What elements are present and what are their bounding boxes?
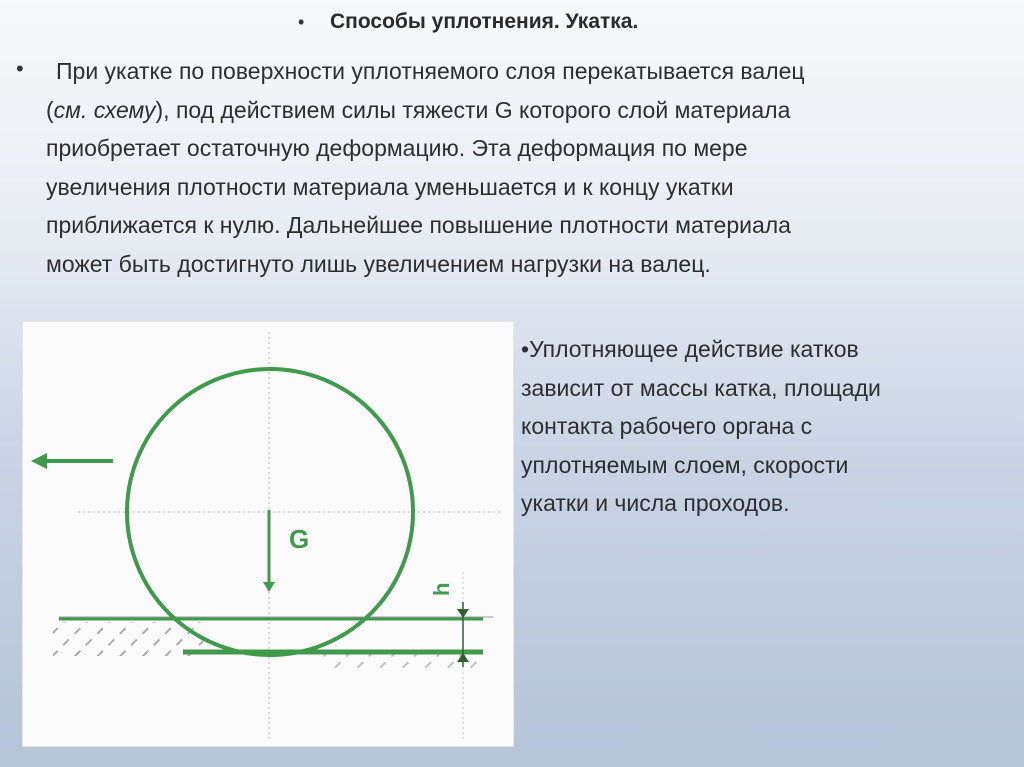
force-arrow-head [263,582,275,592]
paren-open: ( [46,96,54,123]
side-bullet: • [521,336,530,362]
slide-title: Способы уплотнения. Укатка. [330,10,639,33]
motion-arrow-head [31,453,47,469]
scheme-reference: см. схему [53,96,156,123]
side-line-2: зависит от массы катка, площади [521,374,881,401]
paragraph-line-5: приближается к нулю. Дальнейшее повышение плотности материала [46,212,791,238]
paragraph-line-1: При укатке по поверхности уплотняемого слоя перекатывается валец [56,58,805,84]
paragraph-bullet: • [16,56,24,81]
paragraph-line-3: приобретает остаточную деформацию. Эта деформация по мере [46,135,748,161]
side-line-3: контакта рабочего органа с [521,413,813,439]
paragraph-line-2 [46,91,996,130]
title-row [0,8,1024,42]
roller-diagram-svg [23,322,513,746]
side-line-5: укатки и числа проходов. [521,490,790,516]
side-line-4: уплотняемым слоем, скорости [521,451,849,478]
side-line-1 [521,330,991,369]
soil-hatch-left [53,622,203,656]
title-bullet: • [298,12,305,32]
force-label: G [289,524,310,554]
roller-diagram [22,321,514,747]
depth-label: h [429,582,454,596]
side-note [521,330,991,523]
paragraph-line-2-rest: ), под действием силы тяжести G которого слой материала [155,96,791,123]
side-line-1-text: Уплотняющее действие катков [529,336,859,362]
paragraph-line-6: может быть достигнуто лишь увеличением нагрузки на валец. [46,250,711,277]
main-paragraph [46,52,996,283]
paragraph-line-4: увеличения плотности материала уменьшается и к концу укатки [46,173,734,200]
